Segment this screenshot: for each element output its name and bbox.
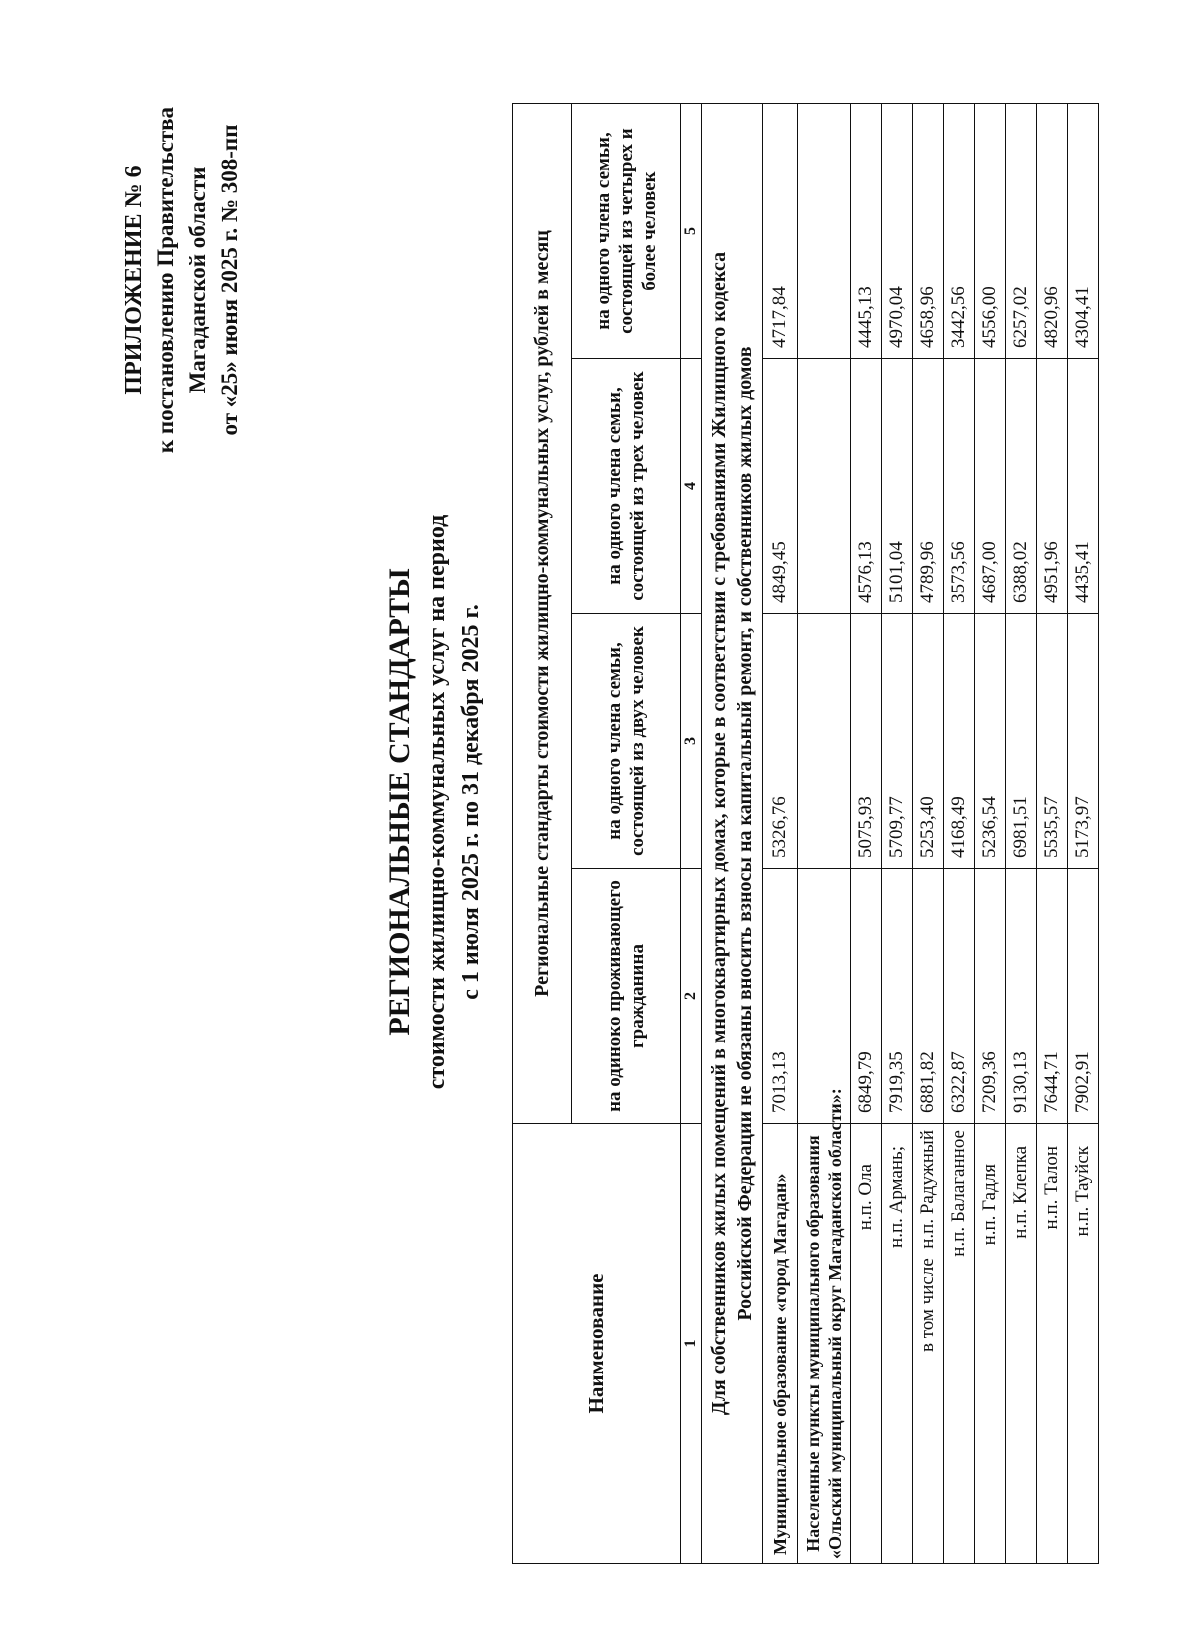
- row-value: 5709,77: [882, 614, 913, 869]
- row-value: 6881,82: [913, 869, 944, 1124]
- settlements-label: [798, 1088, 851, 1564]
- table-row: [944, 103, 975, 1563]
- row-value: 6322,87: [944, 869, 975, 1124]
- row-value: 4849,45: [763, 359, 798, 614]
- row-value: 4687,00: [975, 359, 1006, 614]
- column-number: 4: [681, 359, 702, 614]
- row-value: 4789,96: [913, 359, 944, 614]
- header-group: Региональные стандарты стоимости жилищно-коммунальных услуг, рублей в месяц: [513, 103, 572, 1123]
- document-title: РЕГИОНАЛЬНЫЕ СТАНДАРТЫ: [383, 568, 416, 1036]
- header-col-three: на одного члена семьи, состоящей из трех человек: [572, 359, 681, 614]
- row-value: 7209,36: [975, 869, 1006, 1124]
- row-value: 6388,02: [1006, 359, 1037, 614]
- row-value: 7902,91: [1068, 869, 1099, 1124]
- section-caption: [702, 103, 763, 1563]
- row-name: н.п. Армань;: [882, 1124, 913, 1564]
- standards-table: [512, 103, 1099, 1564]
- table-row-settlements-header: [798, 103, 851, 1563]
- row-value: 4820,96: [1037, 103, 1068, 358]
- table-row: [882, 103, 913, 1563]
- row-value: 3573,56: [944, 359, 975, 614]
- settlements-label-line1: Населенные пункты муниципального образования: [803, 1135, 823, 1552]
- row-value: 4658,96: [913, 103, 944, 358]
- table-row: [851, 103, 882, 1563]
- appendix-date: от «25» июня 2025 г. № 308-пп: [217, 124, 242, 436]
- row-value: 4717,84: [763, 103, 798, 358]
- appendix-region: Магаданской области: [185, 166, 210, 394]
- row-value: 4556,00: [975, 103, 1006, 358]
- table-row: [913, 103, 944, 1563]
- settlements-label-line2: «Ольский муниципальный округ Магаданской области»:: [825, 1088, 845, 1559]
- document-heading: [380, 432, 488, 1172]
- row-value: 9130,13: [1006, 869, 1037, 1124]
- row-name: н.п. Тауйск: [1068, 1124, 1099, 1564]
- header-name: Наименование: [513, 1124, 681, 1564]
- section-caption-line2: Российской Федерации не обязаны вносить взносы на капитальный ремонт, и собственников жилых домов: [734, 346, 756, 1321]
- row-value: 5075,93: [851, 614, 882, 869]
- row-name: н.п. Гадля: [975, 1124, 1006, 1564]
- header-col-four: на одного члена семьи, состоящей из четырех и более человек: [572, 103, 681, 358]
- row-value: 7919,35: [882, 869, 913, 1124]
- row-value: 5101,04: [882, 359, 913, 614]
- column-number: 1: [681, 1124, 702, 1564]
- header-col-two: на одного члена семьи, состоящей из двух человек: [572, 614, 681, 869]
- row-value: 7644,71: [1037, 869, 1068, 1124]
- table-row: [975, 103, 1006, 1563]
- row-value: 3442,56: [944, 103, 975, 358]
- row-value: 7013,13: [763, 869, 798, 1124]
- table-row-magadan: [763, 103, 798, 1563]
- row-value: 5326,76: [763, 614, 798, 869]
- appendix-decree: к постановлению Правительства: [153, 106, 178, 454]
- appendix-number: ПРИЛОЖЕНИЕ № 6: [121, 165, 147, 395]
- row-value: 4435,41: [1068, 359, 1099, 614]
- appendix-block: [118, 70, 246, 490]
- row-value: 4168,49: [944, 614, 975, 869]
- column-number-row: [681, 103, 702, 1563]
- row-value: 5253,40: [913, 614, 944, 869]
- row-name: н.п. Клепка: [1006, 1124, 1037, 1564]
- row-value: 4576,13: [851, 359, 882, 614]
- row-value: 5535,57: [1037, 614, 1068, 869]
- column-number: 2: [681, 869, 702, 1124]
- row-value: 4445,13: [851, 103, 882, 358]
- row-name: н.п. Талон: [1037, 1124, 1068, 1564]
- row-name: в том числе н.п. Радужный: [913, 1124, 944, 1564]
- row-value: 5236,54: [975, 614, 1006, 869]
- table-row: [1006, 103, 1037, 1563]
- column-number: 5: [681, 103, 702, 358]
- row-value: 6981,51: [1006, 614, 1037, 869]
- row-value: 4970,04: [882, 103, 913, 358]
- row-value: 5173,97: [1068, 614, 1099, 869]
- column-number: 3: [681, 614, 702, 869]
- row-name: Муниципальное образование «город Магадан»: [763, 1124, 798, 1564]
- table-row: [1037, 103, 1068, 1563]
- row-value: 4951,96: [1037, 359, 1068, 614]
- table-row: [1068, 103, 1099, 1563]
- row-value: 6257,02: [1006, 103, 1037, 358]
- row-value: 4304,41: [1068, 103, 1099, 358]
- row-value: 6849,79: [851, 869, 882, 1124]
- document-subtitle: стоимости жилищно-коммунальных услуг на период: [424, 514, 450, 1090]
- section-row: [702, 103, 763, 1563]
- row-name: н.п. Балаганное: [944, 1124, 975, 1564]
- document-period: с 1 июля 2025 г. по 31 декабря 2025 г.: [458, 604, 484, 1000]
- row-name: н.п. Ола: [851, 1124, 882, 1564]
- table-header-row: [513, 103, 572, 1563]
- section-caption-line1: Для собственников жилых помещений в многоквартирных домах, которые в соответствии с требованиями Жилищного кодекса: [708, 251, 730, 1416]
- header-col-single: на одиноко проживающего гражданина: [572, 869, 681, 1124]
